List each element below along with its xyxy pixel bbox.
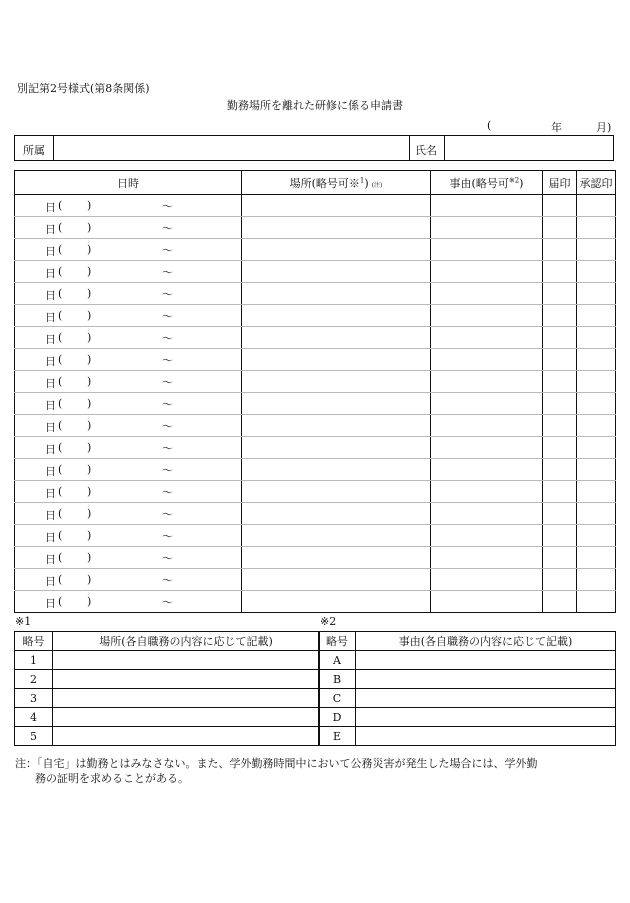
time-range-tilde: 〜 — [162, 530, 173, 543]
schedule-row — [15, 459, 616, 481]
approval-stamp-cell[interactable] — [577, 217, 616, 239]
weekday-close-paren: ) — [87, 243, 92, 256]
weekday-close-paren: ) — [87, 375, 92, 388]
place-cell[interactable] — [242, 459, 431, 481]
weekday-open-paren: ( — [58, 243, 63, 256]
weekday-close-paren: ) — [87, 221, 92, 234]
datetime-cell[interactable] — [15, 261, 242, 283]
form-code: 別記第2号様式(第8条関係) — [17, 82, 150, 95]
place-code: 5 — [15, 727, 53, 746]
places-code-header: 略号 — [15, 632, 53, 651]
footnote-line1: 注：「自宅」は勤務とはみなさない。また、学外勤務時間中において公務災害が発生した場合には、学外勤 — [15, 757, 538, 770]
datetime-cell[interactable] — [15, 437, 242, 459]
footnote — [15, 756, 605, 786]
reason-cell[interactable] — [431, 305, 543, 327]
time-range-tilde: 〜 — [162, 486, 173, 499]
weekday-open-paren: ( — [58, 221, 63, 234]
schedule-row — [15, 261, 616, 283]
weekday-close-paren: ) — [87, 441, 92, 454]
reason-description-field[interactable] — [356, 651, 616, 670]
schedule-header-row — [15, 171, 616, 195]
place-cell[interactable] — [242, 393, 431, 415]
schedule-row — [15, 569, 616, 591]
datetime-cell[interactable] — [15, 459, 242, 481]
code-row — [15, 727, 320, 746]
time-range-tilde: 〜 — [162, 464, 173, 477]
datetime-cell[interactable] — [15, 217, 242, 239]
approval-stamp-cell[interactable] — [577, 195, 616, 217]
day-label: 日 — [45, 443, 56, 456]
reason-cell[interactable] — [431, 459, 543, 481]
time-range-tilde: 〜 — [162, 332, 173, 345]
divider — [409, 136, 410, 160]
notify-stamp-cell[interactable] — [543, 283, 577, 305]
notify-stamp-cell[interactable] — [543, 459, 577, 481]
place-description-field[interactable] — [53, 689, 320, 708]
day-label: 日 — [45, 531, 56, 544]
time-range-tilde: 〜 — [162, 442, 173, 455]
place-code: 3 — [15, 689, 53, 708]
schedule-row — [15, 437, 616, 459]
approval-stamp-cell[interactable] — [577, 459, 616, 481]
notify-stamp-cell[interactable] — [543, 591, 577, 613]
reason-header: 事由(略号可$^{※2}$) — [431, 171, 543, 195]
day-label: 日 — [45, 487, 56, 500]
reason-cell[interactable] — [431, 217, 543, 239]
approval-stamp-cell[interactable] — [577, 503, 616, 525]
notify-stamp-cell[interactable] — [543, 503, 577, 525]
weekday-open-paren: ( — [58, 265, 63, 278]
weekday-open-paren: ( — [58, 397, 63, 410]
schedule-row — [15, 503, 616, 525]
place-description-field[interactable] — [53, 670, 320, 689]
reasons-code-header: 略号 — [319, 632, 356, 651]
schedule-row — [15, 305, 616, 327]
reason-cell[interactable] — [431, 437, 543, 459]
time-range-tilde: 〜 — [162, 310, 173, 323]
applicant-header-box — [14, 135, 614, 161]
code-row — [15, 708, 320, 727]
reason-description-field[interactable] — [356, 670, 616, 689]
place-cell[interactable] — [242, 569, 431, 591]
code-row — [319, 727, 616, 746]
place-header: 場所(略号可※$^1$) (注) — [242, 171, 431, 195]
schedule-row — [15, 525, 616, 547]
code-row — [319, 670, 616, 689]
datetime-cell[interactable] — [15, 415, 242, 437]
weekday-open-paren: ( — [58, 375, 63, 388]
day-label: 日 — [45, 597, 56, 610]
weekday-open-paren: ( — [58, 199, 63, 212]
weekday-open-paren: ( — [58, 419, 63, 432]
schedule-row — [15, 349, 616, 371]
schedule-row — [15, 195, 616, 217]
datetime-cell[interactable] — [15, 195, 242, 217]
section2-mark: ※2 — [320, 615, 337, 628]
reasons-table — [318, 631, 616, 746]
day-label: 日 — [45, 553, 56, 566]
schedule-row — [15, 547, 616, 569]
code-row — [319, 689, 616, 708]
footnote-line2: 務の証明を求めることがある。 — [35, 772, 189, 785]
reason-cell[interactable] — [431, 547, 543, 569]
datetime-cell[interactable] — [15, 547, 242, 569]
time-range-tilde: 〜 — [162, 508, 173, 521]
reason-code: B — [319, 670, 356, 689]
approval-stamp-cell[interactable] — [577, 283, 616, 305]
notify-stamp-cell[interactable] — [543, 437, 577, 459]
reason-cell[interactable] — [431, 371, 543, 393]
reasons-header-row — [319, 632, 616, 651]
weekday-close-paren: ) — [87, 507, 92, 520]
notify-stamp-cell[interactable] — [543, 569, 577, 591]
weekday-close-paren: ) — [87, 353, 92, 366]
weekday-close-paren: ) — [87, 595, 92, 608]
weekday-close-paren: ) — [87, 529, 92, 542]
name-field[interactable] — [445, 136, 613, 160]
schedule-row — [15, 481, 616, 503]
weekday-close-paren: ) — [87, 309, 92, 322]
time-range-tilde: 〜 — [162, 222, 173, 235]
notify-stamp-cell[interactable] — [543, 349, 577, 371]
approval-stamp-cell[interactable] — [577, 261, 616, 283]
weekday-close-paren: ) — [87, 265, 92, 278]
approval-stamp-cell[interactable] — [577, 327, 616, 349]
day-label: 日 — [45, 245, 56, 258]
place-cell[interactable] — [242, 239, 431, 261]
notify-stamp-cell[interactable] — [543, 195, 577, 217]
approval-stamp-cell[interactable] — [577, 239, 616, 261]
notify-stamp-cell[interactable] — [543, 547, 577, 569]
approval-stamp-cell[interactable] — [577, 547, 616, 569]
weekday-open-paren: ( — [58, 529, 63, 542]
place-cell[interactable] — [242, 503, 431, 525]
place-description-field[interactable] — [53, 727, 320, 746]
reason-cell[interactable] — [431, 569, 543, 591]
datetime-cell[interactable] — [15, 591, 242, 613]
reasons-reason-header: 事由(各自職務の内容に応じて記載) — [356, 632, 616, 651]
time-range-tilde: 〜 — [162, 398, 173, 411]
reason-cell[interactable] — [431, 349, 543, 371]
time-range-tilde: 〜 — [162, 266, 173, 279]
place-cell[interactable] — [242, 349, 431, 371]
time-range-tilde: 〜 — [162, 376, 173, 389]
place-description-field[interactable] — [53, 708, 320, 727]
datetime-cell[interactable] — [15, 371, 242, 393]
code-row — [319, 708, 616, 727]
reason-cell[interactable] — [431, 283, 543, 305]
reason-description-field[interactable] — [356, 689, 616, 708]
place-cell[interactable] — [242, 261, 431, 283]
notify-stamp-cell[interactable] — [543, 327, 577, 349]
affiliation-label: 所属 — [23, 144, 45, 157]
datetime-cell[interactable] — [15, 525, 242, 547]
day-label: 日 — [45, 421, 56, 434]
weekday-open-paren: ( — [58, 353, 63, 366]
approval-stamp-cell[interactable] — [577, 481, 616, 503]
weekday-open-paren: ( — [58, 287, 63, 300]
section1-mark: ※1 — [15, 615, 32, 628]
approval-stamp-cell[interactable] — [577, 393, 616, 415]
day-label: 日 — [45, 377, 56, 390]
affiliation-field[interactable] — [54, 136, 409, 160]
notify-stamp-cell[interactable] — [543, 525, 577, 547]
place-code: 1 — [15, 651, 53, 670]
approval-stamp-cell[interactable] — [577, 437, 616, 459]
weekday-open-paren: ( — [58, 485, 63, 498]
schedule-row — [15, 415, 616, 437]
place-code: 2 — [15, 670, 53, 689]
reason-description-field[interactable] — [356, 727, 616, 746]
approval-stamp-cell[interactable] — [577, 525, 616, 547]
notify-stamp-cell[interactable] — [543, 217, 577, 239]
datetime-cell[interactable] — [15, 239, 242, 261]
day-label: 日 — [45, 575, 56, 588]
weekday-close-paren: ) — [87, 551, 92, 564]
day-label: 日 — [45, 201, 56, 214]
day-label: 日 — [45, 333, 56, 346]
places-place-header: 場所(各自職務の内容に応じて記載) — [53, 632, 320, 651]
day-label: 日 — [45, 311, 56, 324]
reason-code: E — [319, 727, 356, 746]
schedule-row — [15, 371, 616, 393]
weekday-close-paren: ) — [87, 331, 92, 344]
notify-stamp-cell[interactable] — [543, 305, 577, 327]
place-cell[interactable] — [242, 547, 431, 569]
time-range-tilde: 〜 — [162, 354, 173, 367]
reason-cell[interactable] — [431, 503, 543, 525]
name-label: 氏名 — [415, 144, 437, 157]
weekday-open-paren: ( — [58, 573, 63, 586]
notify-stamp-header: 届印 — [543, 171, 577, 195]
code-row — [15, 651, 320, 670]
approval-stamp-cell[interactable] — [577, 569, 616, 591]
day-label: 日 — [45, 355, 56, 368]
day-label: 日 — [45, 509, 56, 522]
datetime-cell[interactable] — [15, 283, 242, 305]
place-code: 4 — [15, 708, 53, 727]
datetime-cell[interactable] — [15, 305, 242, 327]
time-range-tilde: 〜 — [162, 288, 173, 301]
place-cell[interactable] — [242, 195, 431, 217]
places-header-row — [15, 632, 320, 651]
datetime-cell[interactable] — [15, 503, 242, 525]
time-range-tilde: 〜 — [162, 552, 173, 565]
approval-stamp-header: 承認印 — [577, 171, 616, 195]
reason-cell[interactable] — [431, 591, 543, 613]
reason-cell[interactable] — [431, 525, 543, 547]
place-description-field[interactable] — [53, 651, 320, 670]
weekday-close-paren: ) — [87, 485, 92, 498]
reason-code: C — [319, 689, 356, 708]
schedule-row — [15, 283, 616, 305]
approval-stamp-cell[interactable] — [577, 415, 616, 437]
time-range-tilde: 〜 — [162, 244, 173, 257]
reason-code: A — [319, 651, 356, 670]
schedule-row — [15, 591, 616, 613]
schedule-row — [15, 239, 616, 261]
datetime-cell[interactable] — [15, 393, 242, 415]
weekday-open-paren: ( — [58, 441, 63, 454]
datetime-cell[interactable] — [15, 569, 242, 591]
code-row — [15, 689, 320, 708]
weekday-open-paren: ( — [58, 551, 63, 564]
time-range-tilde: 〜 — [162, 420, 173, 433]
notify-stamp-cell[interactable] — [543, 261, 577, 283]
schedule-row — [15, 327, 616, 349]
date-month-label: 月) — [596, 121, 612, 134]
code-row — [319, 651, 616, 670]
place-cell[interactable] — [242, 327, 431, 349]
weekday-close-paren: ) — [87, 419, 92, 432]
time-range-tilde: 〜 — [162, 574, 173, 587]
page-title: 勤務場所を離れた研修に係る申請書 — [227, 99, 403, 112]
notify-stamp-cell[interactable] — [543, 415, 577, 437]
reason-code: D — [319, 708, 356, 727]
reason-cell[interactable] — [431, 261, 543, 283]
place-cell[interactable] — [242, 217, 431, 239]
schedule-row — [15, 217, 616, 239]
place-cell[interactable] — [242, 525, 431, 547]
day-label: 日 — [45, 399, 56, 412]
weekday-open-paren: ( — [58, 595, 63, 608]
places-table — [14, 631, 320, 746]
place-cell[interactable] — [242, 415, 431, 437]
weekday-open-paren: ( — [58, 463, 63, 476]
place-cell[interactable] — [242, 305, 431, 327]
datetime-cell[interactable] — [15, 327, 242, 349]
place-cell[interactable] — [242, 437, 431, 459]
date-open-paren: ( — [487, 119, 492, 132]
day-label: 日 — [45, 465, 56, 478]
datetime-cell[interactable] — [15, 349, 242, 371]
weekday-open-paren: ( — [58, 331, 63, 344]
reason-cell[interactable] — [431, 239, 543, 261]
day-label: 日 — [45, 267, 56, 280]
code-row — [15, 670, 320, 689]
reason-cell[interactable] — [431, 327, 543, 349]
time-range-tilde: 〜 — [162, 596, 173, 609]
weekday-close-paren: ) — [87, 573, 92, 586]
schedule-row — [15, 393, 616, 415]
place-cell[interactable] — [242, 371, 431, 393]
day-label: 日 — [45, 289, 56, 302]
approval-stamp-cell[interactable] — [577, 591, 616, 613]
date-year-label: 年 — [551, 121, 562, 134]
weekday-close-paren: ) — [87, 199, 92, 212]
reason-cell[interactable] — [431, 415, 543, 437]
reason-description-field[interactable] — [356, 708, 616, 727]
place-cell[interactable] — [242, 283, 431, 305]
reason-cell[interactable] — [431, 393, 543, 415]
approval-stamp-cell[interactable] — [577, 349, 616, 371]
weekday-close-paren: ) — [87, 397, 92, 410]
datetime-header: 日時 — [15, 171, 242, 195]
weekday-open-paren: ( — [58, 309, 63, 322]
place-cell[interactable] — [242, 591, 431, 613]
place-cell[interactable] — [242, 481, 431, 503]
day-label: 日 — [45, 223, 56, 236]
datetime-cell[interactable] — [15, 481, 242, 503]
approval-stamp-cell[interactable] — [577, 305, 616, 327]
notify-stamp-cell[interactable] — [543, 371, 577, 393]
weekday-close-paren: ) — [87, 287, 92, 300]
notify-stamp-cell[interactable] — [543, 239, 577, 261]
reason-cell[interactable] — [431, 195, 543, 217]
weekday-close-paren: ) — [87, 463, 92, 476]
weekday-open-paren: ( — [58, 507, 63, 520]
schedule-table — [14, 170, 616, 613]
time-range-tilde: 〜 — [162, 200, 173, 213]
notify-stamp-cell[interactable] — [543, 481, 577, 503]
reason-cell[interactable] — [431, 481, 543, 503]
approval-stamp-cell[interactable] — [577, 371, 616, 393]
notify-stamp-cell[interactable] — [543, 393, 577, 415]
